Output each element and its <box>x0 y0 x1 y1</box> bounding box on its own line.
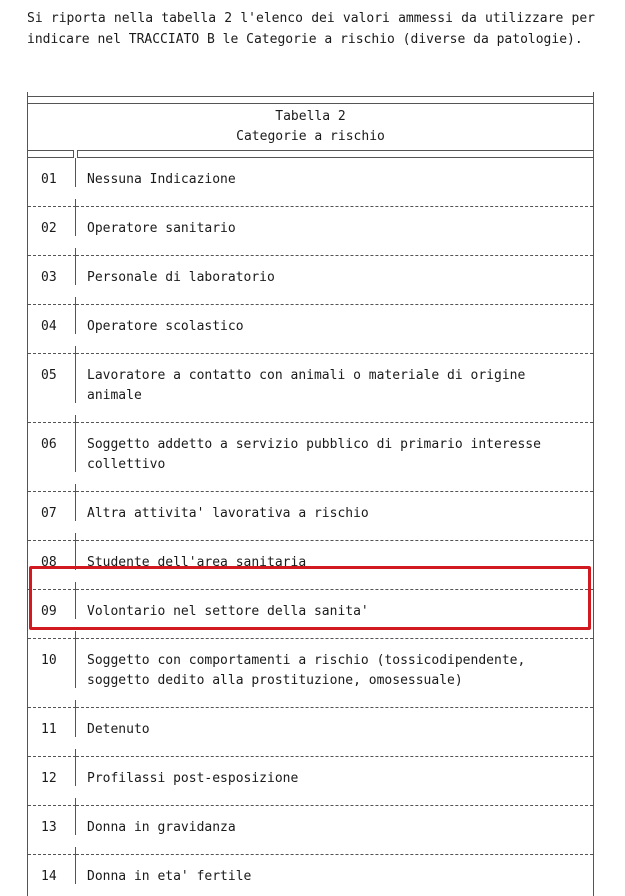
row-label: Nessuna Indicazione <box>87 172 236 187</box>
table-row <box>28 256 593 297</box>
row-code: 07 <box>28 492 76 521</box>
row-label: Soggetto con comportamenti a rischio (tossicodipendente, soggetto dedito alla prostituzione, omosessuale) <box>87 653 526 688</box>
row-label: Volontario nel settore della sanita' <box>87 604 369 619</box>
row-label: Operatore sanitario <box>87 221 236 236</box>
row-label: Lavoratore a contatto con animali o materiale di origine animale <box>87 368 526 403</box>
row-separator <box>28 749 593 757</box>
table-row <box>28 708 593 749</box>
row-code: 05 <box>28 354 76 403</box>
row-code: 11 <box>28 708 76 737</box>
table-row <box>28 855 593 896</box>
row-label: Operatore scolastico <box>87 319 244 334</box>
row-separator <box>28 484 593 492</box>
row-separator <box>28 248 593 256</box>
table-row <box>28 757 593 798</box>
row-label: Donna in gravidanza <box>87 820 236 835</box>
table-row <box>28 354 593 415</box>
table-top-border <box>28 96 593 104</box>
row-separator <box>28 700 593 708</box>
row-separator <box>28 798 593 806</box>
intro-paragraph: Si riporta nella tabella 2 l'elenco dei valori ammessi da utilizzare per indicare nel TRACCIATO B le Categorie a rischio (diverse da patologie). <box>27 11 595 47</box>
table-subtitle: Categorie a rischio <box>236 129 385 144</box>
table-row <box>28 158 593 199</box>
table-row-highlighted <box>28 639 593 700</box>
row-label: Profilassi post-esposizione <box>87 771 299 786</box>
row-label: Detenuto <box>87 722 150 737</box>
categories-table <box>27 92 594 896</box>
row-label: Personale di laboratorio <box>87 270 275 285</box>
row-code: 12 <box>28 757 76 786</box>
row-separator <box>28 346 593 354</box>
row-code: 14 <box>28 855 76 884</box>
row-separator <box>28 297 593 305</box>
row-code: 10 <box>28 639 76 688</box>
row-code: 13 <box>28 806 76 835</box>
row-code: 02 <box>28 207 76 236</box>
row-label: Donna in eta' fertile <box>87 869 252 884</box>
row-code: 06 <box>28 423 76 472</box>
header-separator <box>28 150 593 158</box>
row-separator <box>28 199 593 207</box>
table-row <box>28 806 593 847</box>
row-separator <box>28 415 593 423</box>
table-row <box>28 423 593 484</box>
row-label: Studente dell'area sanitaria <box>87 555 307 570</box>
row-code: 03 <box>28 256 76 285</box>
table-header <box>28 104 593 147</box>
row-separator <box>28 631 593 639</box>
row-code: 04 <box>28 305 76 334</box>
row-separator <box>28 533 593 541</box>
row-separator <box>28 847 593 855</box>
row-code: 09 <box>28 590 76 619</box>
table-row <box>28 207 593 248</box>
highlight-box <box>29 566 591 630</box>
table-title: Tabella 2 <box>275 109 346 124</box>
row-label: Altra attivita' lavorativa a rischio <box>87 506 369 521</box>
row-code: 01 <box>28 158 76 187</box>
row-code: 08 <box>28 541 76 570</box>
table-row <box>28 305 593 346</box>
row-label: Soggetto addetto a servizio pubblico di primario interesse collettivo <box>87 437 541 472</box>
table-row <box>28 492 593 533</box>
